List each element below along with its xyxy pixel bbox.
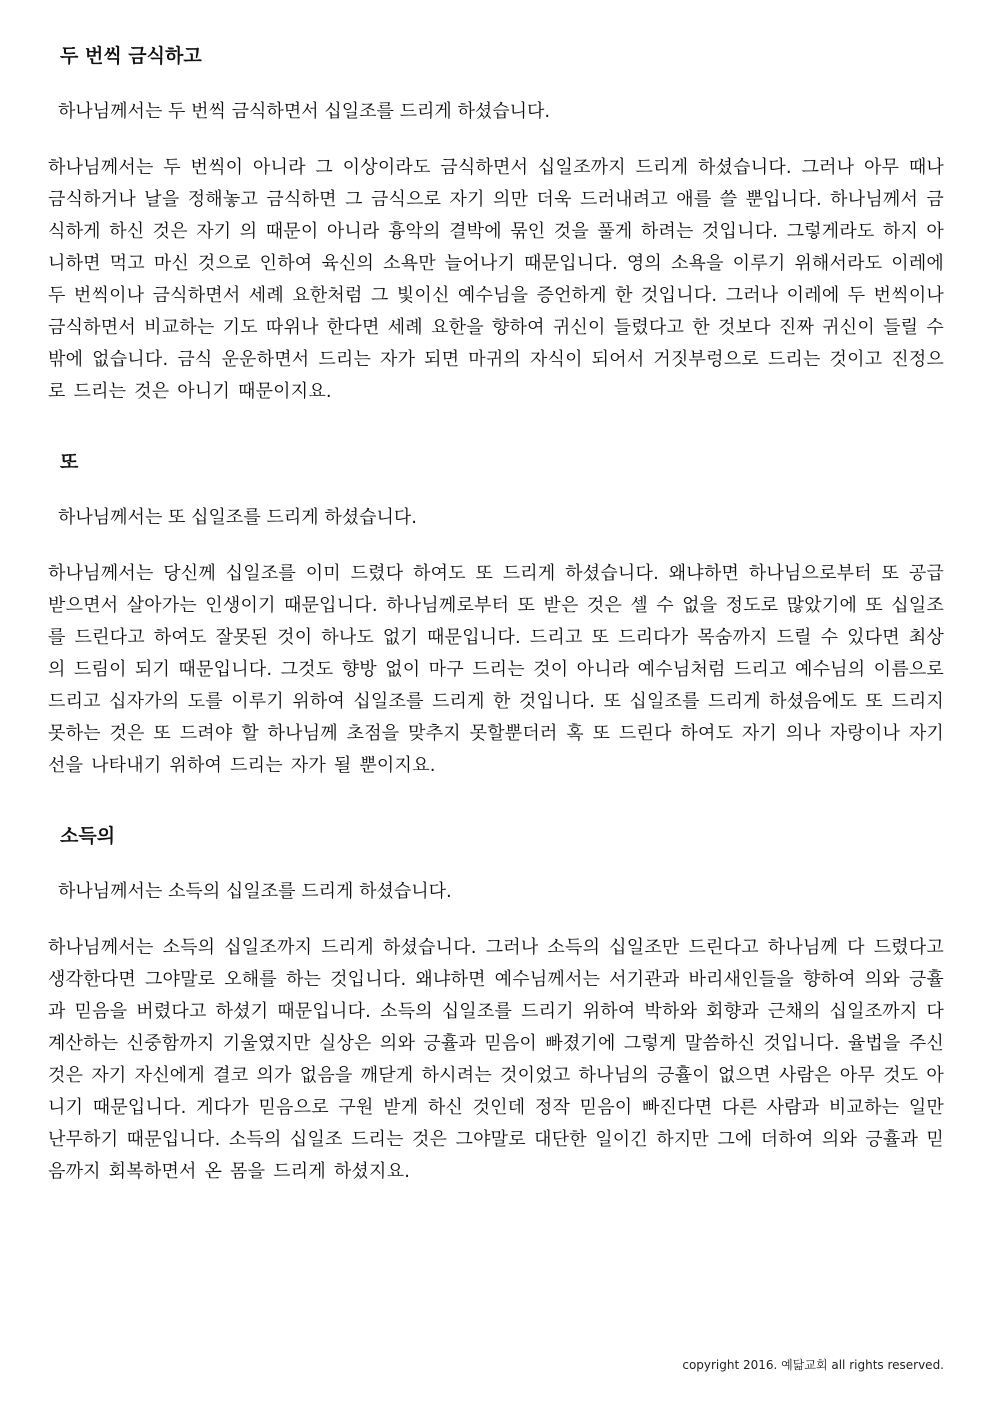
section-again xyxy=(48,442,944,782)
section-income xyxy=(48,816,944,1188)
section-gap xyxy=(48,782,944,816)
section-lead: 하나님께서는 또 십일조를 드리게 하셨습니다. xyxy=(58,507,417,528)
section-title: 소득의 xyxy=(60,825,116,847)
section-lead: 하나님께서는 두 번씩 금식하면서 십일조를 드리게 하셨습니다. xyxy=(58,101,551,122)
document-page xyxy=(48,36,944,1188)
section-body: 하나님께서는 소득의 십일조까지 드리게 하셨습니다. 그러나 소득의 십일조만 드린다고 하나님께 다 드렸다고 생각한다면 그야말로 오해를 하는 것입니다. 왜냐하면 예수님께서는 서기관과 바리새인들을 향하여 의와 긍휼과 믿음을 버렸다고 하셨기 때문입니다. 소득의 십일조를 드리기 위하여 박하와 회향과 근채의 십일조까지 다 계산하는 신중함까지 기울였지만 실상은 의와 긍휼과 믿음이 빠졌기에 그렇게 말씀하신 것입니다. 율법을 주신 것은 자기 자신에게 결코 의가 없음을 깨닫게 하시려는 것이었고 하나님의 긍휼이 없으면 사람은 아무 것도 아니기 때문입니다. 게다가 믿음으로 구원 받게 하신 것인데 정작 믿음이 빠진다면 다른 사람과 비교하는 일만 난무하기 때문입니다. 소득의 십일조 드리는 것은 그야말로 대단한 일이긴 하지만 그에 더하여 의와 긍휼과 믿음까지 회복하면서 온 몸을 드리게 하셨지요. xyxy=(48,937,944,1182)
section-lead: 하나님께서는 소득의 십일조를 드리게 하셨습니다. xyxy=(58,881,452,902)
section-body: 하나님께서는 두 번씩이 아니라 그 이상이라도 금식하면서 십일조까지 드리게 하셨습니다. 그러나 아무 때나 금식하거나 날을 정해놓고 금식하면 그 금식으로 자기 의만 더욱 드러내려고 애를 쓸 뿐입니다. 하나님께서 금식하게 하신 것은 자기 의 때문이 아니라 흉악의 결박에 묶인 것을 풀게 하려는 것입니다. 그렇게라도 하지 아니하면 먹고 마신 것으로 인하여 육신의 소욕만 늘어나기 때문입니다. 영의 소욕을 이루기 위해서라도 이레에 두 번씩이나 금식하면서 세례 요한처럼 그 빛이신 예수님을 증언하게 한 것입니다. 그러나 이레에 두 번씩이나 금식하면서 비교하는 기도 따위나 한다면 세례 요한을 향하여 귀신이 들렸다고 한 것보다 진짜 귀신이 들릴 수밖에 없습니다. 금식 운운하면서 드리는 자가 되면 마귀의 자식이 되어서 거짓부렁으로 드리는 것이고 진정으로 드리는 것은 아니기 때문이지요. xyxy=(48,157,944,402)
section-fasting xyxy=(48,36,944,408)
section-title: 또 xyxy=(60,451,79,473)
section-body: 하나님께서는 당신께 십일조를 이미 드렸다 하여도 또 드리게 하셨습니다. 왜냐하면 하나님으로부터 또 공급 받으면서 살아가는 인생이기 때문입니다. 하나님께로부터 또 받은 것은 셀 수 없을 정도로 많았기에 또 십일조를 드린다고 하여도 잘못된 것이 하나도 없기 때문입니다. 드리고 또 드리다가 목숨까지 드릴 수 있다면 최상의 드림이 되기 때문입니다. 그것도 향방 없이 마구 드리는 것이 아니라 예수님처럼 드리고 예수님의 이름으로 드리고 십자가의 도를 이루기 위하여 십일조를 드리게 한 것입니다. 또 십일조를 드리게 하셨음에도 또 드리지 못하는 것은 또 드려야 할 하나님께 초점을 맞추지 못할뿐더러 혹 또 드린다 하여도 자기 의나 자랑이나 자기 선을 나타내기 위하여 드리는 자가 될 뿐이지요. xyxy=(48,563,944,776)
copyright-footer: copyright 2016. 예닮교회 all rights reserved. xyxy=(682,1358,944,1372)
section-gap xyxy=(48,408,944,442)
section-title: 두 번씩 금식하고 xyxy=(60,45,202,67)
